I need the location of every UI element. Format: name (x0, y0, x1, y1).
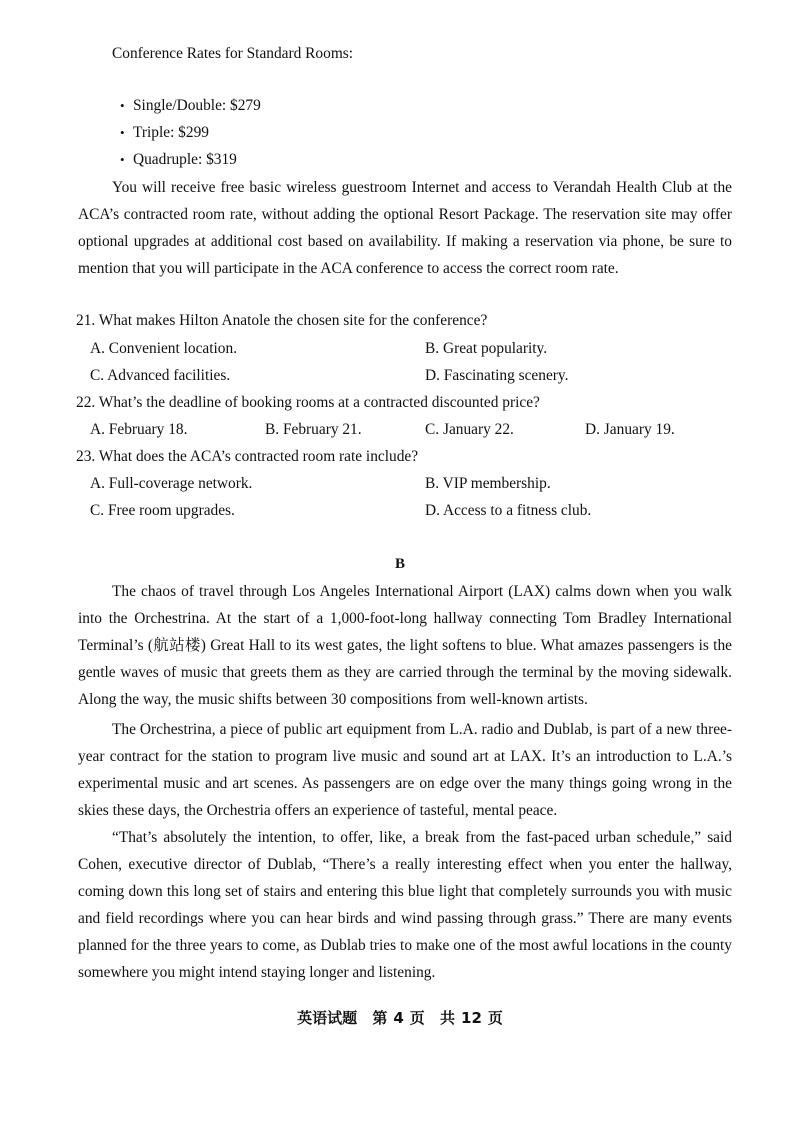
q21-option-b[interactable]: B. Great popularity. (425, 340, 548, 357)
rates-title: Conference Rates for Standard Rooms: (112, 45, 354, 62)
rate-item-quadruple: • Quadruple: $319 (120, 151, 237, 168)
page-footer (0, 1007, 800, 1028)
q22-option-d[interactable]: D. January 19. (585, 421, 675, 438)
bullet-icon: • (120, 125, 125, 140)
section-b-heading: B (394, 556, 405, 572)
q23-option-c[interactable]: C. Free room upgrades. (90, 502, 235, 519)
q22-option-b[interactable]: B. February 21. (265, 421, 362, 438)
q23-option-d[interactable]: D. Access to a fitness club. (425, 502, 592, 519)
bullet-icon: • (120, 98, 125, 113)
rate-item-triple: • Triple: $299 (120, 124, 209, 141)
passage-b-paragraph-2: The Orchestrina, a piece of public art equipment from L.A. radio and Dublab, is part of a new three-year contract for the station to program live music and sound art at LAX. It’s an introduction to L.A.’s experimental music and art scenes. As passengers are on edge over the many things going wrong in the skies these days, the Orchestria offers an experience of tasteful, mental peace. (78, 721, 732, 819)
question-23: 23. What does the ACA’s contracted room rate include? (76, 448, 419, 465)
footer-page-number: 4 (393, 1009, 404, 1027)
q21-option-d[interactable]: D. Fascinating scenery. (425, 367, 569, 384)
q22-option-c[interactable]: C. January 22. (425, 421, 514, 438)
footer-page-prefix: 第 (372, 1009, 388, 1027)
bullet-icon: • (120, 152, 125, 167)
footer-subject: 英语试题 (297, 1009, 358, 1027)
q22-option-a[interactable]: A. February 18. (90, 421, 188, 438)
passage-b-paragraph-1: The chaos of travel through Los Angeles International Airport (LAX) calms down when you walk into the Orchestrina. At the start of a 1,000-foot-long hallway connecting Tom Bradley International Terminal’s (航站楼) Great Hall to its west gates, the light softens to blue. What amazes passengers is the gentle waves of music that greets them as they are carried through the terminal by the moving sidewalk. Along the way, the music shifts between 30 compositions from well-known artists. (78, 583, 732, 708)
q21-option-a[interactable]: A. Convenient location. (90, 340, 238, 357)
footer-total-unit: 页 (487, 1009, 503, 1027)
question-22: 22. What’s the deadline of booking rooms at a contracted discounted price? (76, 394, 540, 411)
footer-total-prefix: 共 (440, 1009, 456, 1027)
question-21: 21. What makes Hilton Anatole the chosen site for the conference? (76, 312, 488, 329)
passage-b-paragraph-3: “That’s absolutely the intention, to offer, like, a break from the fast-paced urban schedule,” said Cohen, executive director of Dublab, “There’s a really interesting effect when you enter the hallway, coming down this long set of stairs and entering this blue light that completely surrounds you with music and field recordings where you can hear birds and wind passing through grass.” There are many events planned for the three years to come, as Dublab tries to make one of the most awful locations in the county somewhere you might intend staying longer and listening. (78, 829, 732, 981)
q23-option-b[interactable]: B. VIP membership. (425, 475, 551, 492)
q21-option-c[interactable]: C. Advanced facilities. (90, 367, 231, 384)
footer-total-pages: 12 (461, 1009, 482, 1027)
rate-item-single-double: • Single/Double: $279 (120, 97, 261, 114)
q23-option-a[interactable]: A. Full-coverage network. (90, 475, 253, 492)
passage-a-paragraph: You will receive free basic wireless guestroom Internet and access to Verandah Health Club at the ACA’s contracted room rate, without adding the optional Resort Package. The reservation site may offer optional upgrades at additional cost based on availability. If making a reservation via phone, be sure to mention that you will participate in the ACA conference to access the correct room rate. (78, 179, 732, 277)
footer-page-unit: 页 (409, 1009, 425, 1027)
